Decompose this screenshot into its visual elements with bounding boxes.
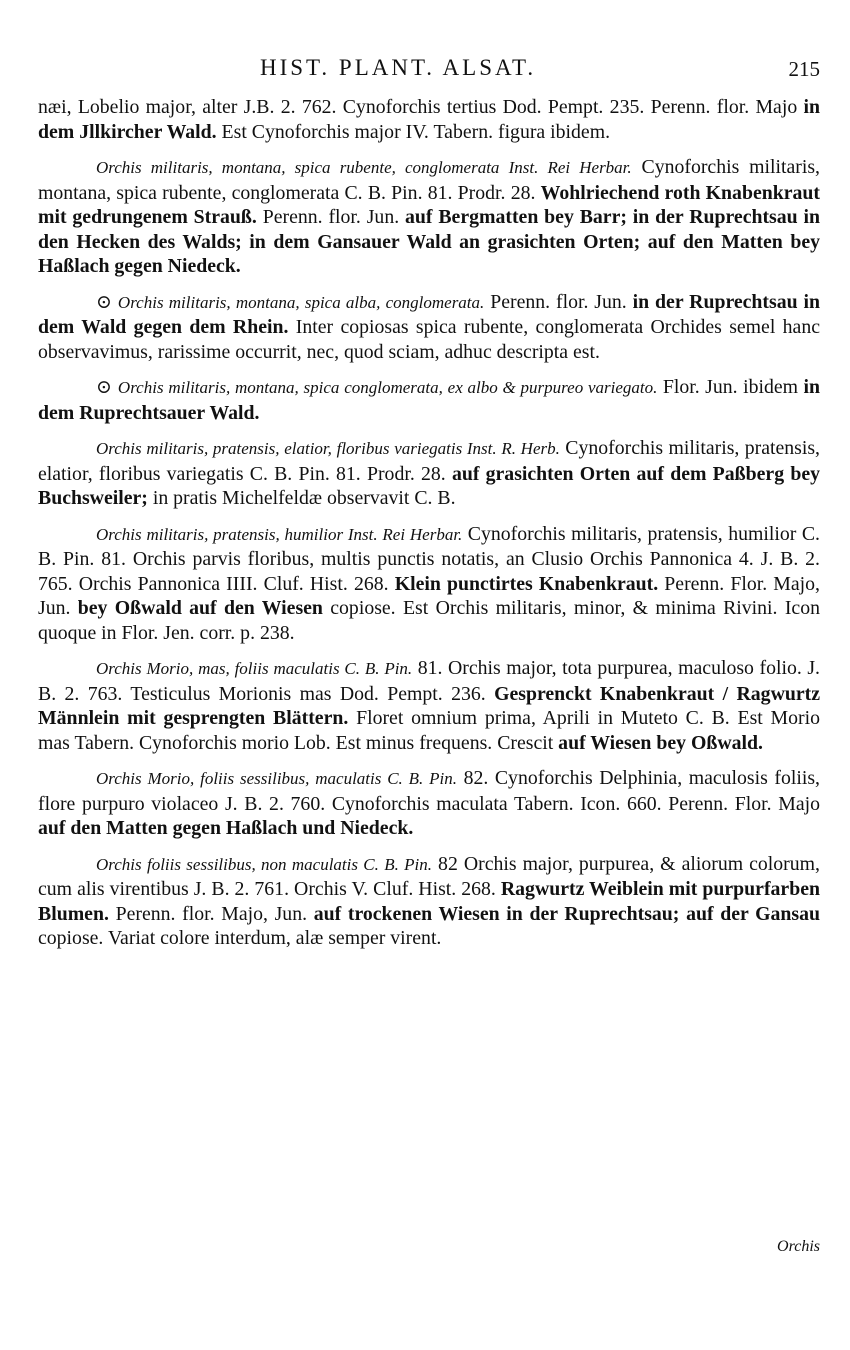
german-text-blackletter: auf Wiesen bey Oßwald. <box>558 731 763 754</box>
german-text-blackletter: in dem Ruprechtsauer Wald. <box>38 376 820 424</box>
entry-paragraph <box>38 155 820 279</box>
latin-name-italic: Orchis militaris, pratensis, elatior, floribus variegatis Inst. R. Herb. <box>96 439 560 458</box>
page <box>38 55 821 1255</box>
text-run: 82. Cynoforchis Delphinia, maculosis foliis, flore purpuro violaceo J. B. 2. 760. Cynoforchis maculata Tabern. Icon. 660. Perenn. Flor. Majo <box>38 767 820 815</box>
text-run: Est Cynoforchis major IV. Tabern. figura ibidem. <box>216 120 611 143</box>
catchword: Orchis <box>777 1238 820 1255</box>
german-text-blackletter: auf trockenen Wiesen in der Ruprechtsau; auf der Gansau <box>313 902 820 925</box>
latin-name-italic: Orchis militaris, pratensis, humilior Inst. Rei Herbar. <box>96 524 463 544</box>
latin-name-italic: Orchis Morio, foliis sessilibus, maculatis C. B. Pin. <box>96 769 458 788</box>
latin-name-italic: Orchis foliis sessilibus, non maculatis C. B. Pin. <box>96 854 433 874</box>
entry-paragraph <box>38 95 820 144</box>
german-text-blackletter: Gesprenckt Knabenkraut / Ragwurtz Männlein mit gesprengten Blättern. <box>38 682 821 729</box>
text-run: Perenn. flor. Jun. <box>256 206 406 228</box>
text-run: in pratis Michelfeldæ observavit C. B. <box>147 487 456 509</box>
entry-paragraph <box>38 656 820 755</box>
german-text-blackletter: auf den Matten gegen Haßlach und Niedeck. <box>38 817 414 839</box>
entry-paragraph <box>38 436 820 511</box>
text-run: Inter copiosas spica rubente, conglomerata Orchides semel hanc observavimus, rarissime occurrit, nec, quod sciam, adhuc descripta est. <box>38 316 821 363</box>
entry-paragraph <box>38 290 820 365</box>
circled-dot-symbol: ⊙ <box>96 291 112 313</box>
german-text-blackletter: bey Oßwald auf den Wiesen <box>77 597 323 619</box>
text-run: Perenn. flor. Jun. <box>484 290 633 313</box>
german-text-blackletter: auf Bergmatten bey Barr; in der Ruprechtsau in den Hecken des Walds; in dem Gansauer Wald an grasichten Orten; auf den Matten bey Haßlach gegen Niedeck. <box>38 206 821 277</box>
text-run: Cynoforchis militaris, montana, spica rubente, conglomerata C. B. Pin. 81. Prodr. 28. <box>38 156 821 204</box>
page-number: 215 <box>788 57 820 81</box>
german-text-blackletter: in der Ruprechtsau in dem Wald gegen dem Rhein. <box>38 290 821 338</box>
latin-name-italic: Orchis militaris, montana, spica conglomerata, ex albo & purpureo variegato. <box>117 378 658 397</box>
german-text-blackletter: auf grasichten Orten auf dem Paßberg bey Buchsweiler; <box>38 462 820 509</box>
entry-paragraph <box>38 852 820 951</box>
running-title: HIST. PLANT. ALSAT. <box>260 55 537 80</box>
text-run: copiose. Est Orchis militaris, minor, & minima Rivini. Icon quoque in Flor. Jen. corr. p. 238. <box>38 597 820 644</box>
text-run: copiose. Variat colore interdum, alæ semper virent. <box>38 927 442 949</box>
latin-name-italic: Orchis militaris, montana, spica rubente, conglomerata Inst. Rei Herbar. <box>96 158 632 177</box>
german-text-blackletter: Klein punctirtes Knabenkraut. <box>394 572 659 595</box>
latin-name-italic: Orchis militaris, montana, spica alba, conglomerata. <box>117 292 485 312</box>
text-run: 81. Orchis major, tota purpurea, maculoso folio. J. B. 2. 763. Testiculus Morionis mas Dod. Pempt. 236. <box>38 657 820 705</box>
entry-paragraph <box>38 375 820 425</box>
text-run: Perenn. Flor. Majo, Jun. <box>38 572 820 619</box>
german-text-blackletter: Wohlriechend roth Knabenkraut mit gedrungenem Strauß. <box>38 181 820 228</box>
text-run: 82 Orchis major, purpurea, & aliorum colorum, cum alis virentibus J. B. 2. 761. Orchis V. Cluf. Hist. 268. <box>38 852 820 900</box>
body-text <box>38 95 820 951</box>
text-run: Flor. Jun. ibidem <box>657 376 804 398</box>
text-run: Cynoforchis militaris, pratensis, elatior, floribus variegatis C. B. Pin. 81. Prodr. 28. <box>38 437 820 485</box>
circled-dot-symbol: ⊙ <box>96 377 112 398</box>
page-header <box>38 55 820 95</box>
german-text-blackletter: Ragwurtz Weiblein mit purpurfarben Blumen. <box>38 878 820 925</box>
entry-paragraph <box>38 766 820 841</box>
german-text-blackletter: in dem Jllkircher Wald. <box>38 96 820 143</box>
text-run: næi, Lobelio major, alter J.B. 2. 762. Cynoforchis tertius Dod. Pempt. 235. Perenn. flor. Majo <box>38 96 804 118</box>
text-run: Floret omnium prima, Aprili in Muteto C. B. Est Morio mas Tabern. Cynoforchis morio Lob. Est minus frequens. Crescit <box>38 707 820 754</box>
text-run: Cynoforchis militaris, pratensis, humilior C. B. Pin. 81. Orchis parvis floribus, multis punctis notatis, an Clusio Orchis Pannonica 4. J. B. 2. 765. Orchis Pannonica IIII. Cluf. Hist. 268. <box>38 522 821 595</box>
latin-name-italic: Orchis Morio, mas, foliis maculatis C. B. Pin. <box>96 659 413 678</box>
text-run: Perenn. flor. Majo, Jun. <box>108 902 314 925</box>
entry-paragraph <box>38 522 820 646</box>
